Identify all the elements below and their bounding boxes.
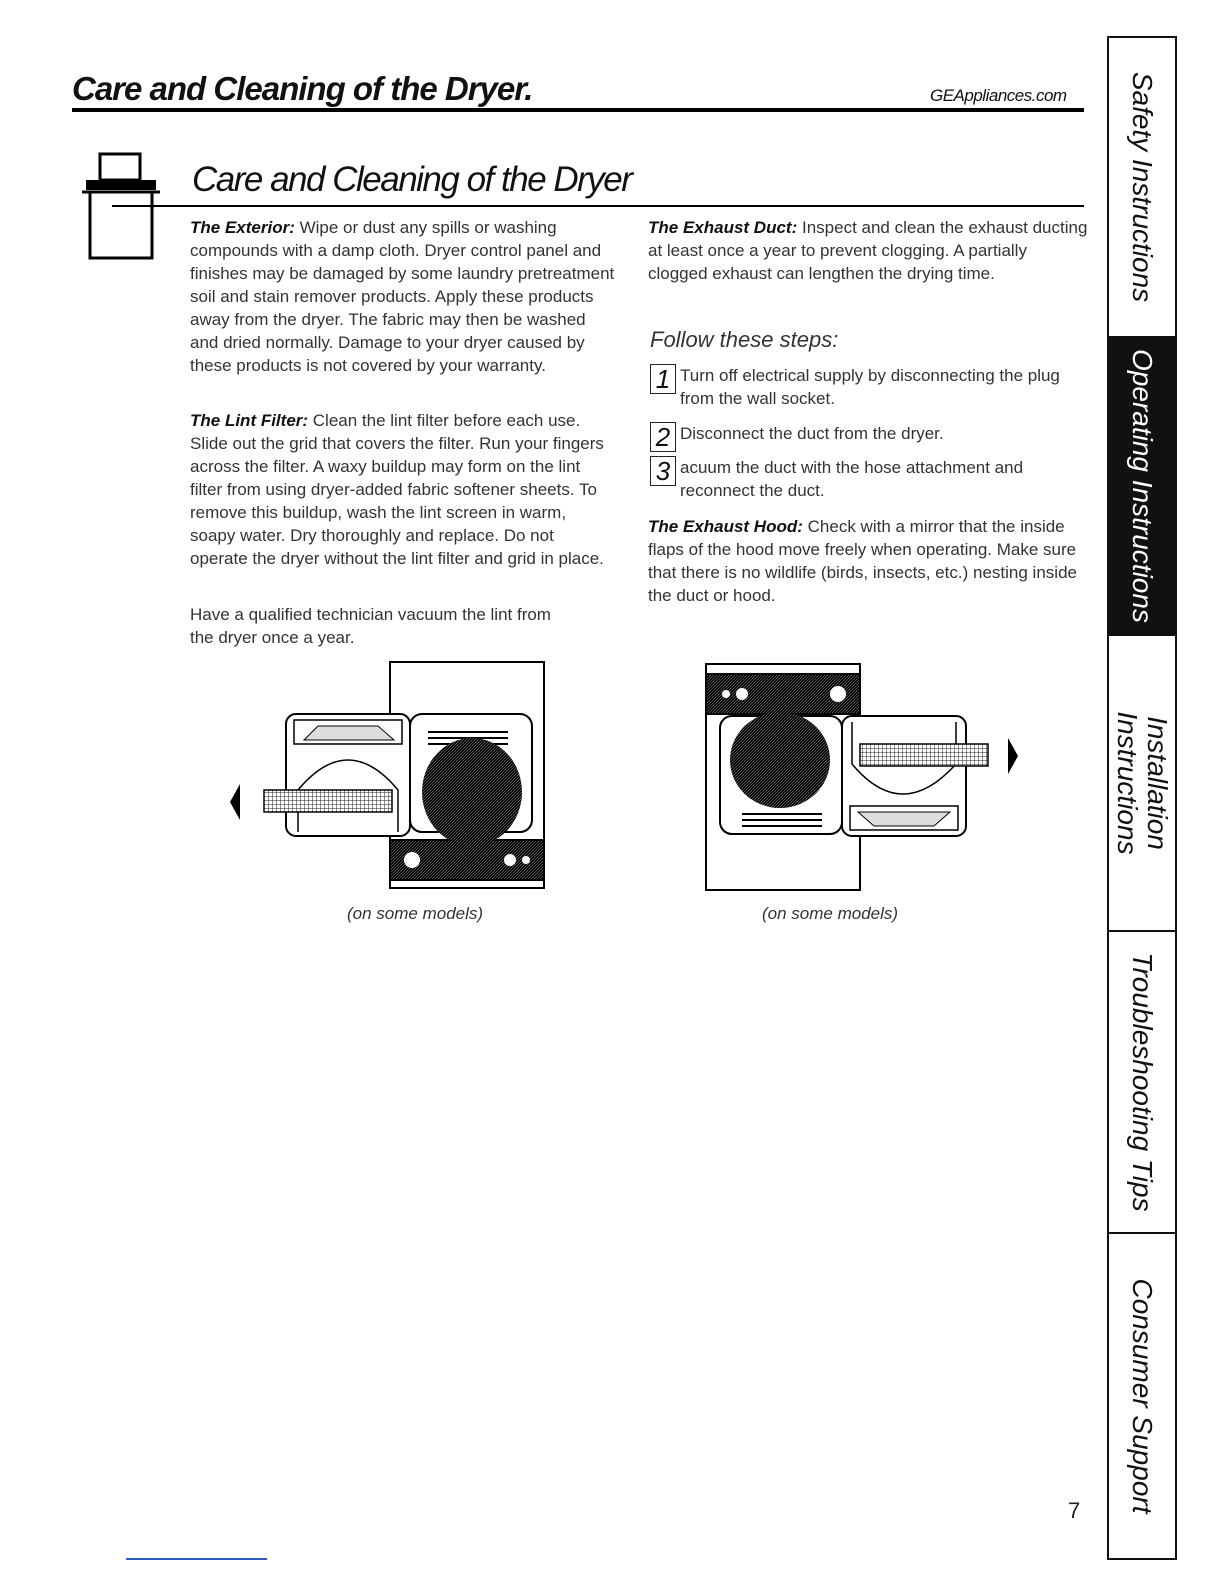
figure-caption: (on some models) (762, 904, 899, 923)
step-number: 3 (650, 456, 676, 486)
lint-filter-label: The Lint Filter: (190, 411, 309, 430)
header-url: GEAppliances.com (930, 86, 1067, 105)
step-number: 1 (650, 364, 676, 394)
footer-line (126, 1558, 267, 1560)
tab-label: Troubleshooting Tips (1127, 952, 1158, 1212)
lint-filter-paragraph (190, 409, 615, 570)
exhaust-hood-label: The Exhaust Hood: (648, 517, 803, 536)
tab-label: Operating Instructions (1127, 349, 1158, 623)
exterior-label: The Exterior: (190, 218, 295, 237)
steps-title: Follow these steps: (650, 327, 839, 352)
step-1 (650, 364, 1086, 410)
exhaust-duct-text: Inspect and clean the exhaust ducting at least once a year to prevent clogging. A partially clogged exhaust can lengthen the drying time. (648, 218, 1088, 283)
technician-paragraph: Have a qualified technician vacuum the lint from the dryer once a year. (190, 605, 551, 647)
tab-label: Safety Instructions (1127, 71, 1158, 303)
exterior-text: Wipe or dust any spills or washing compounds with a damp cloth. Dryer control panel and finishes may be damaged by some laundry pretreatment soil and stain remover products. Apply these products away from the dryer. The fabric may then be washed and dried normally. Damage to your dryer caused by these products is not covered by your warranty. (190, 218, 615, 375)
page-number: 7 (1068, 1498, 1081, 1523)
step-text: acuum the duct with the hose attachment and reconnect the duct. (680, 458, 1024, 500)
tab-consumer-support[interactable] (1109, 1234, 1175, 1558)
lint-filter-text: Clean the lint filter before each use. Slide out the grid that covers the filter. Run your fingers across the filter. A waxy buildup may form on the lint filter from using dryer-added fabric softener sheets. To remove this buildup, wash the lint screen in warm, soapy water. Dry thoroughly and replace. Do not operate the dryer without the lint filter and grid in place. (190, 411, 604, 568)
step-3 (650, 456, 1086, 502)
exhaust-hood-paragraph (648, 515, 1088, 607)
tab-installation-instructions[interactable] (1109, 636, 1175, 932)
tab-label: Consumer Support (1127, 1278, 1158, 1514)
dryer-lint-filter-right-illustration (702, 660, 1032, 892)
figure-caption: (on some models) (347, 904, 484, 923)
section-title: Care and Cleaning of the Dryer (192, 160, 632, 199)
tab-operating-instructions[interactable] (1109, 338, 1175, 636)
tab-troubleshooting-tips[interactable] (1109, 932, 1175, 1234)
exhaust-hood-text: Check with a mirror that the inside flaps of the hood move freely when operating. Make sure that there is no wildlife (birds, insects, etc.) nesting inside the duct or hood. (648, 517, 1077, 605)
tab-label: Installation Instructions (1112, 711, 1173, 855)
step-text: Turn off electrical supply by disconnecting the plug from the wall socket. (680, 366, 1060, 408)
side-tab-bar (1107, 36, 1177, 1560)
step-number: 2 (650, 422, 676, 452)
exhaust-duct-label: The Exhaust Duct: (648, 218, 798, 237)
step-text: Disconnect the duct from the dryer. (680, 424, 944, 443)
page-header-title: Care and Cleaning of the Dryer. (72, 70, 533, 107)
tab-safety-instructions[interactable] (1109, 38, 1175, 338)
header-rule (72, 108, 1084, 112)
exhaust-duct-paragraph (648, 216, 1088, 285)
dryer-lint-filter-left-illustration (228, 660, 550, 892)
step-2 (650, 422, 1086, 452)
exterior-paragraph (190, 216, 615, 377)
section-rule (112, 205, 1084, 207)
